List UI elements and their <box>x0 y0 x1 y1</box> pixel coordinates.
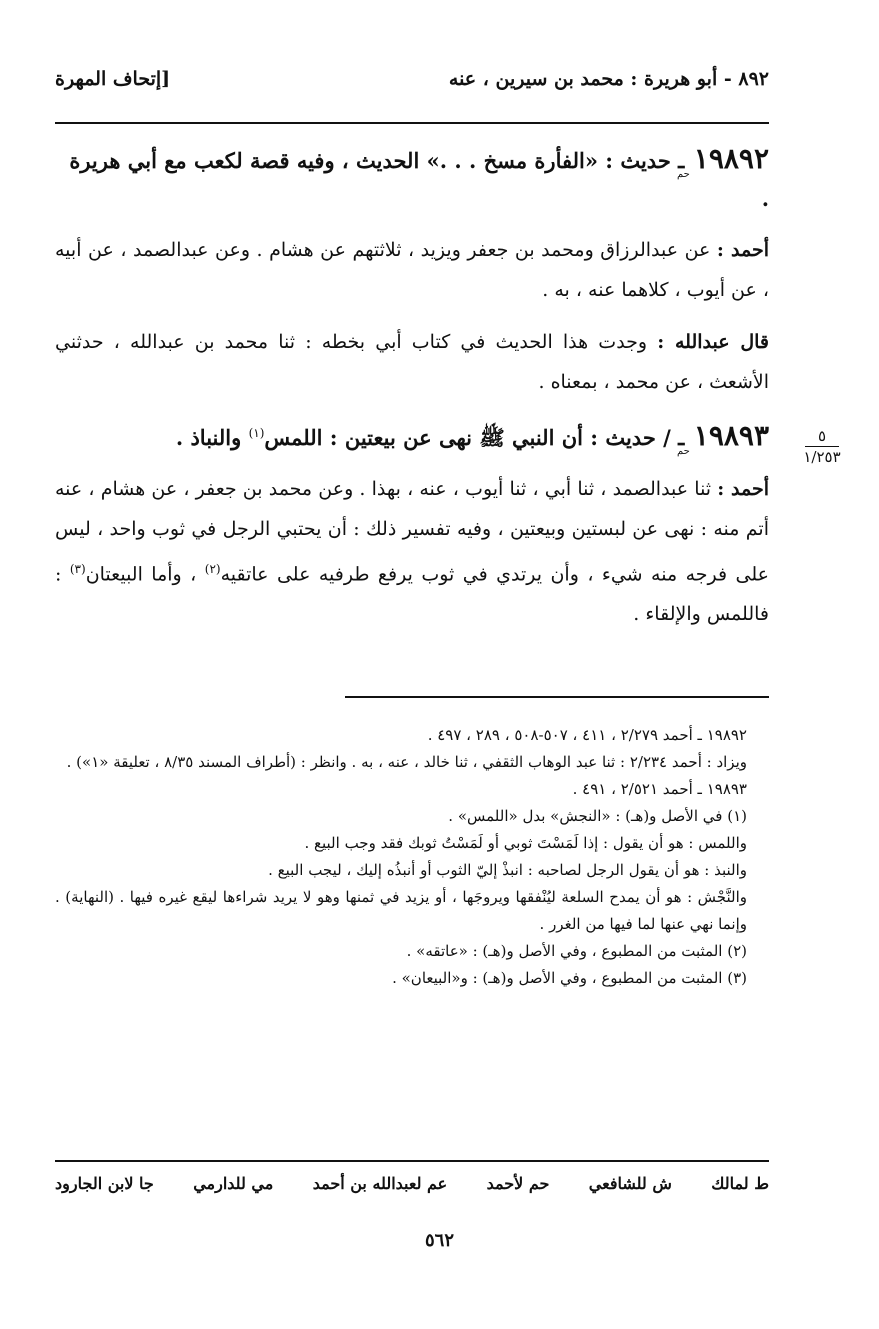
main-text <box>55 140 769 646</box>
running-title: ٨٩٢ - أبو هريرة : محمد بن سيرين ، عنه <box>448 68 769 90</box>
paragraph-lead: أحمد : <box>716 239 769 261</box>
abbreviation-key <box>55 1174 769 1193</box>
abbreviation-item: ط لمالك <box>711 1174 769 1193</box>
paragraph-text: ثنا عبدالصمد ، ثنا أبي ، ثنا أيوب ، عنه ، بهذا . وعن محمد بن جعفر ، عن هشام ، عنه أتم منه : نهى عن لبستين وبيعتين ، وفيه تفسير ذلك : أن يحتبي الرجل في ثوب واحد ، ليس على فرجه منه شيء ، وأن يرتدي في ثوب يرفع طرفيه على عاتقيه <box>55 478 769 586</box>
abbreviation-rule <box>55 1160 769 1162</box>
abbreviation-item: حم لأحمد <box>486 1174 550 1193</box>
hadith-number: ١٩٨٩٢ <box>693 142 769 175</box>
abbreviation-item: جا لابن الجارود <box>55 1174 154 1193</box>
hadith-19893 <box>55 414 769 457</box>
paragraph-text: وجدت هذا الحديث في كتاب أبي بخطه : ثنا محمد بن عبدالله ، حدثني الأشعث ، عن محمد ، بمعناه . <box>55 331 769 393</box>
hadith-sigla: حم <box>676 446 690 457</box>
abbreviation-item: مي للدارمي <box>193 1174 274 1193</box>
margin-reference-bottom: ١/٢٥٣ <box>803 448 841 466</box>
footnotes <box>55 722 769 992</box>
footnote-line: ١٩٨٩٢ ـ أحمد ٢/٢٧٩ ، ٤١١ ، ٥٠٧-٥٠٨ ، ٢٨٩ ، ٤٩٧ . <box>427 726 747 744</box>
isnad-paragraph <box>55 322 769 402</box>
footnote-line: (٣) المثبت من المطبوع ، وفي الأصل و(هـ) : و«البيعان» . <box>392 969 747 987</box>
book-title: [إتحاف المهرة <box>55 68 171 90</box>
hadith-19892 <box>55 140 769 218</box>
footnote-line: (٢) المثبت من المطبوع ، وفي الأصل و(هـ) : «عاتقه» . <box>406 942 747 960</box>
abbreviation-item: عم لعبدالله بن أحمد <box>312 1174 448 1193</box>
paragraph-text: : فاللمس والإلقاء . <box>55 563 769 626</box>
paragraph-text: عن عبدالرزاق ومحمد بن جعفر ويزيد ، ثلاثتهم عن هشام . وعن عبدالصمد ، عن أبيه ، عن أيوب ، كلاهما عنه ، به . <box>55 239 769 301</box>
paragraph-lead: أحمد : <box>717 478 769 500</box>
page-header <box>55 68 769 108</box>
paragraph-lead: قال عبدالله : <box>657 331 769 353</box>
hadith-number: ١٩٨٩٣ <box>693 419 769 452</box>
footnote-line: (١) في الأصل و(هـ) : «النجش» بدل «اللمس» . <box>448 807 747 825</box>
footnote-line: والنبذ : هو أن يقول الرجل لصاحبه : انبذْ إليّ الثوب أو أنبذُه إليك ، ليجب البيع . <box>268 861 747 879</box>
footnote-line: والنَّجْش : هو أن يمدح السلعة ليُنْفقها ويروجَها ، أو يزيد في ثمنها وهو لا يريد شراءها ليقع غيره فيها . (النهاية) . وإنما نهي عنها لما فيها من الغرر . <box>55 888 747 933</box>
margin-reference-top: ٥ <box>817 427 827 445</box>
abbreviation-item: ش للشافعي <box>588 1174 672 1193</box>
footnote-line: ١٩٨٩٣ ـ أحمد ٢/٥٢١ ، ٤٩١ . <box>572 780 747 798</box>
hadith-text: ـ حديث : «الفأرة مسخ . . .» الحديث ، وفيه قصة لكعب مع أبي هريرة . <box>69 148 769 211</box>
footnote-ref: (٢) <box>204 562 221 576</box>
margin-reference-line <box>805 446 839 447</box>
footnote-ref: (٣) <box>69 562 86 576</box>
footnote-line: واللمس : هو أن يقول : إذا لَمَسْتَ ثوبي أو لَمَسْتُ ثوبك فقد وجب البيع . <box>304 834 747 852</box>
footnote-line: ويزاد : أحمد ٢/٢٣٤ : ثنا عبد الوهاب الثقفي ، ثنا خالد ، عنه ، به . وانظر : (أطراف المسند ٨/٣٥ ، تعليقة «١») . <box>66 753 747 771</box>
hadith-text: ـ / حديث : أن النبي ﷺ نهى عن بيعتين : اللمس <box>264 425 685 450</box>
footnote-rule <box>345 696 769 698</box>
page-number: ٥٦٢ <box>424 1230 454 1251</box>
hadith-sigla: حم <box>676 169 690 180</box>
isnad-paragraph <box>55 469 769 634</box>
isnad-paragraph <box>55 230 769 310</box>
footnote-ref: (١) <box>248 426 265 440</box>
header-rule <box>55 122 769 124</box>
hadith-text: والنباذ . <box>175 425 249 450</box>
margin-reference <box>792 428 852 465</box>
paragraph-text: ، وأما البيعتان <box>85 563 205 586</box>
